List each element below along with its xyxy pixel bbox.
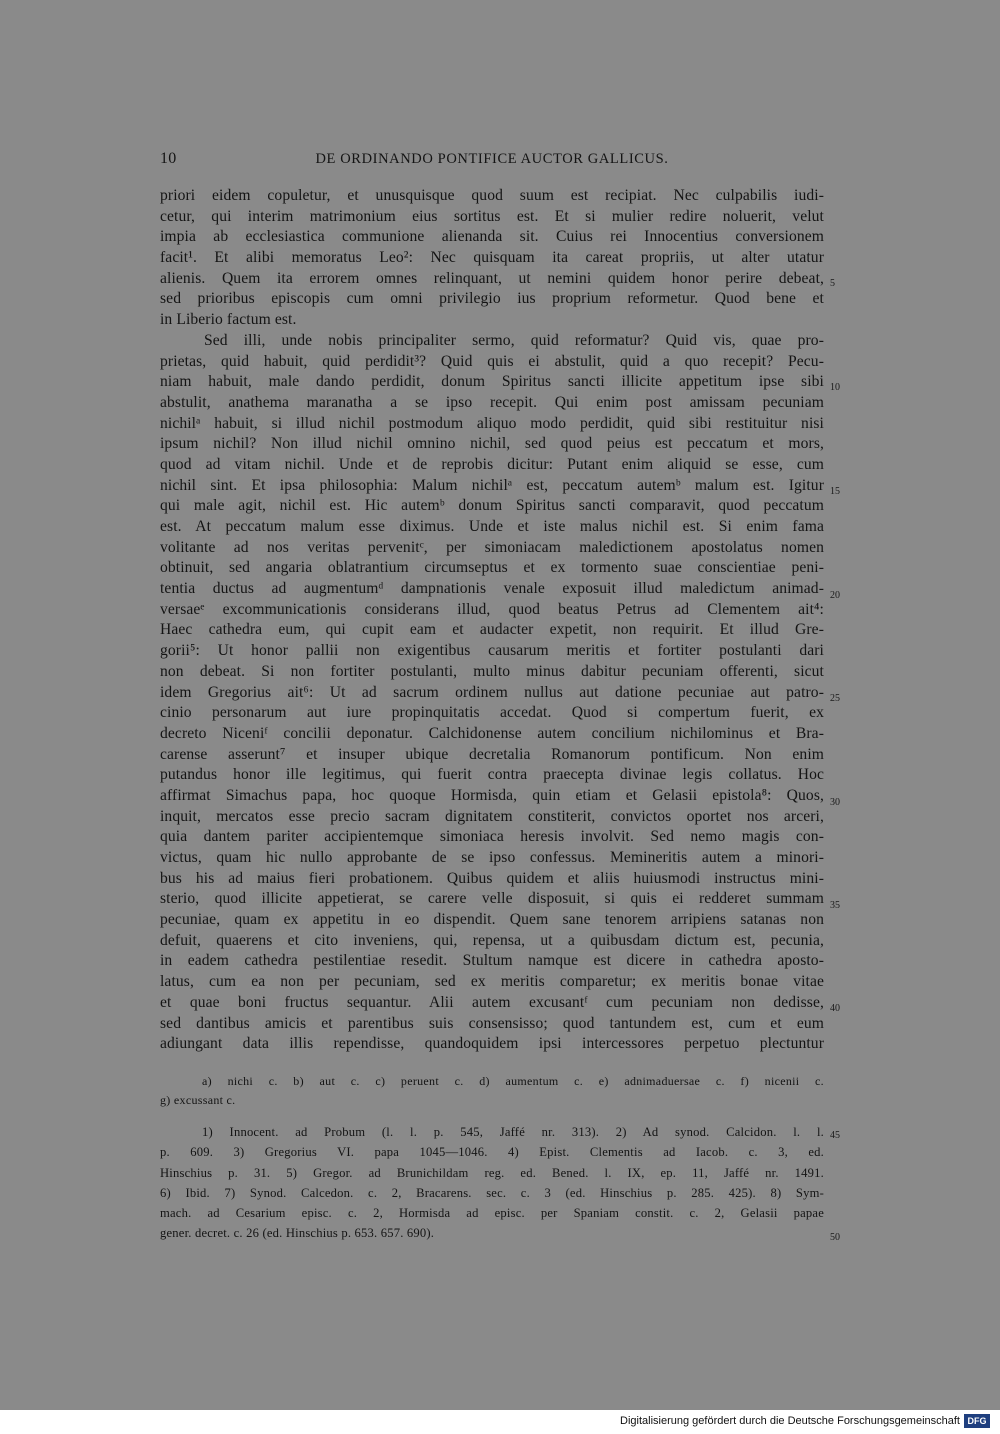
text-line: versaeᵉ excommunicationis considerans illud, quod beatus Petrus ad Clementem ait⁴: [160, 600, 824, 618]
text-line: decreto Niceniᶠ concilii deponatur. Calchidonense autem concilium nichilominus et Bra- [160, 724, 824, 742]
text-line: bus his ad maius fieri probationem. Quibus quidem et aliis huiusmodi instructus mini- [160, 869, 824, 887]
line-number: 30 [830, 797, 840, 808]
text-line: defuit, quaerens et cito inveniens, qui, repensa, ut a quibusdam dictum est, pecunia, [160, 931, 824, 949]
text-line: cetur, qui interim matrimonium eius sortitus est. Et si mulier redire noluerit, velut [160, 207, 824, 225]
text-line: quia dantem pariter accipientemque simoniaca heresis involvit. Sed nemo magis con- [160, 828, 824, 846]
footnotes [160, 1122, 824, 1244]
text-line: facit¹. Et alibi memoratus Leo²: Nec quisquam ita careat propriis, ut alter utatur [160, 249, 824, 267]
footnote-line: gener. decret. c. 26 (ed. Hinschius p. 653. 657. 690). [160, 1226, 435, 1241]
text-line: non debeat. Si non fortiter postulanti, multo minus dabitur pecuniam offerenti, sicut [160, 662, 824, 680]
variant-line: g) excussant c. [160, 1093, 236, 1107]
text-line: priori eidem copuletur, et unusquisque quod suum est recipiat. Nec culpabilis iudi- [160, 187, 824, 204]
line-number: 35 [830, 900, 840, 911]
line-number: 50 [830, 1232, 840, 1243]
text-line: gorii⁵: Ut honor pallii non exigentibus causarum meritis et fortiter postulanti dari [160, 642, 824, 660]
text-line: cinio personarum aut iure propinquitatis accedat. Quod si compertum fuerit, ex [160, 704, 824, 722]
line-number: 25 [830, 693, 840, 704]
text-line: niam habuit, male dando perdidit, donum Spiritus sancti illicite appetitum ipse sibi [160, 373, 824, 391]
text-line: impia ab ecclesiastica communione alienanda sit. Cuius rei Innocentius conversionem [160, 228, 824, 246]
text-line: est. At peccatum malum esse diximus. Unde et iste malus nichil est. Si enim fama [160, 518, 824, 535]
funding-footer [0, 1410, 1000, 1434]
text-line: nichilᵃ habuit, si illud nichil postmodum aliquo modo perdidit, quid sibi restituitur nisi [160, 414, 824, 432]
text-line: alienis. Quem ita errorem omnes relinquant, ut nemini quidem honor perire debeat, [160, 269, 824, 287]
text-line: victus, quam hic nullo approbante de se ipso confessus. Memineritis autem a minori- [160, 849, 824, 866]
line-number: 20 [830, 590, 840, 601]
text-line: putandus honor ille legitimus, qui fuerit contra praecepta divinae legis collatus. Hoc [160, 766, 824, 784]
footnote-line: Hinschius p. 31. 5) Gregor. ad Brunichildam reg. ed. Bened. l. IX, ep. 11, Jaffé nr. 1491. [160, 1165, 824, 1180]
line-number: 10 [830, 382, 840, 393]
text-line: volitante ad nos veritas pervenitᶜ, per simoniacam maledictionem apostolatus nomen [160, 538, 824, 556]
text-line: pecuniae, quam ex appetitu in eo dispendit. Quem sane tenorem arripiens satanas non [160, 911, 824, 929]
variant-line: a) nichi c. b) aut c. c) peruent c. d) aumentum c. e) adnimaduersae c. f) nicenii c. [202, 1074, 824, 1088]
line-number: 40 [830, 1003, 840, 1014]
text-line: sed prioribus episcopis cum omni privilegio ius proprium reformetur. Quod bene et [160, 290, 824, 308]
page-number: 10 [160, 150, 177, 167]
text-line: in Liberio factum est. [160, 311, 297, 329]
footnote-line: p. 609. 3) Gregorius VI. papa 1045—1046. 4) Epist. Clementis ad Iacob. c. 3, ed. [160, 1145, 824, 1160]
line-number: 45 [830, 1130, 840, 1141]
text-line: qui male agit, nichil est. Hic autemᵇ donum Spiritus sancti comparavit, quod peccatum [160, 497, 824, 515]
text-line: sed dantibus amicis et parentibus suis consensisso; quod tantundem est, cum et eum [160, 1014, 824, 1032]
text-line: idem Gregorius ait⁶: Ut ad sacrum ordinem nullus aut datione pecuniae aut patro- [160, 683, 824, 701]
line-number: 5 [830, 278, 835, 289]
text-line: tentia ductus ad augmentumᵈ dampnationis venale exposuit illud maledictum animad- [160, 580, 824, 598]
funding-text: Digitalisierung gefördert durch die Deutsche Forschungsgemeinschaft [620, 1415, 960, 1427]
text-line: affirmat Simachus papa, hoc quoque Hormisda, quin etiam et Gelasii epistola⁸: Quos, [160, 786, 824, 804]
footnote-line: mach. ad Cesarium episc. c. 2, Hormisda ad episc. per Spaniam constit. c. 2, Gelasii papae [160, 1206, 824, 1221]
text-line: Haec cathedra eum, qui cupit eam et audacter expetit, non requirit. Et illud Gre- [160, 621, 824, 639]
footnote-line: 6) Ibid. 7) Synod. Calcedon. c. 2, Bracarens. sec. c. 3 (ed. Hinschius p. 285. 425). 8) Sym- [160, 1185, 824, 1200]
text-line: inquit, mercatos esse precio sacram dignitatem constiterit, convictos oportet nos arceri, [160, 807, 824, 825]
text-line: sterio, quod illicite appetierat, se carere velle disposuit, si quis ei redderet summam [160, 890, 824, 908]
text-line: latus, cum ea non per pecuniam, sed ex meritis comparetur; ex meritis bonae vitae [160, 973, 824, 991]
page-header [160, 150, 824, 172]
line-number: 15 [830, 486, 840, 497]
variant-apparatus [160, 1072, 824, 1110]
text-line: ipsum nichil? Non illud nichil omnino nichil, sed quod peius est peccatum et mors, [160, 435, 824, 453]
text-line: prietas, quid habuit, quid perdidit³? Quid quis ei abstulit, quid a quo recepit? Pecu- [160, 352, 824, 370]
text-line: carense asserunt⁷ et insuper ubique decretalia Romanorum pontificum. Non enim [160, 745, 824, 763]
text-line: obtinuit, sed angaria oblatrantium circumseptus et ex tormento suae conscientiae peni- [160, 559, 824, 577]
text-line: quod ad vitam nichil. Unde et de reprobis dicitur: Putant enim aliquid se esse, cum [160, 455, 824, 473]
text-line: in eadem cathedra pestilentiae resedit. Stultum namque est dicere in cathedra aposto- [160, 952, 824, 970]
text-line: adiungant data illis rependisse, quandoquidem ipsi intercessores perpetuo plectuntur [160, 1035, 824, 1053]
text-line: nichil sint. Et ipsa philosophia: Malum nichilᵃ est, peccatum autemᵇ malum est. Igitur [160, 476, 824, 494]
running-title: DE ORDINANDO PONTIFICE AUCTOR GALLICUS. [315, 151, 669, 167]
text-line: et quae boni fructus sequantur. Alii autem excusantᶠ cum pecuniam non dedisse, [160, 993, 824, 1011]
dfg-logo: DFG [964, 1414, 990, 1428]
text-line: abstulit, anathema maranatha a se ipso recepit. Qui enim post amissam pecuniam [160, 393, 824, 411]
footnote-line: 1) Innocent. ad Probum (l. l. p. 545, Jaffé nr. 313). 2) Ad synod. Calcidon. l. l. [202, 1125, 824, 1139]
main-text [160, 186, 824, 1076]
text-line: Sed illi, unde nobis principaliter sermo, quid reformatur? Quid vis, quae pro- [204, 331, 824, 349]
